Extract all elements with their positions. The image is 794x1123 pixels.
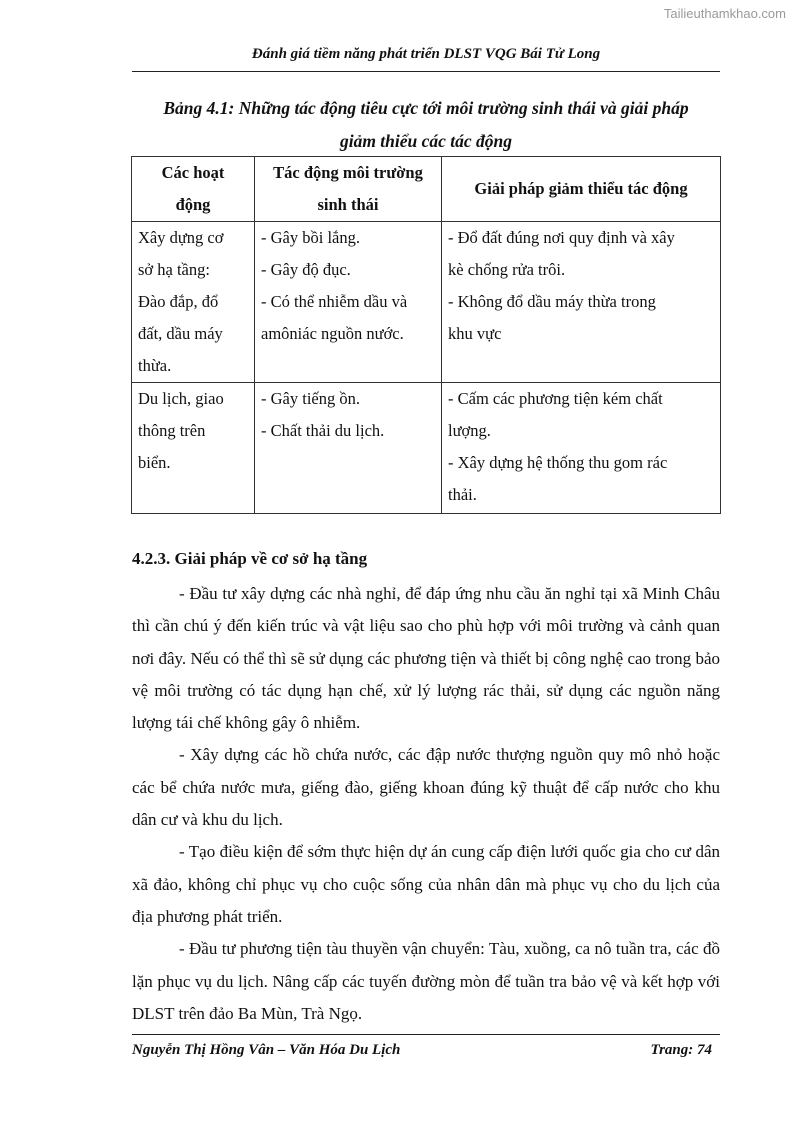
cell-line: Xây dựng cơ (138, 228, 224, 247)
cell-line: - Đổ đất đúng nơi quy định và xây (448, 228, 675, 247)
cell-line: thải. (448, 485, 477, 504)
cell-line: - Gây độ đục. (261, 260, 351, 279)
cell-line: - Cấm các phương tiện kém chất (448, 389, 663, 408)
section-body (132, 578, 720, 1030)
table-row (132, 383, 721, 514)
cell-line: Du lịch, giao (138, 389, 224, 408)
footer-page-number: Trang: 74 (650, 1042, 712, 1058)
table-row (132, 222, 721, 383)
cell-line: lượng. (448, 421, 491, 440)
solution-cell (442, 222, 721, 383)
page-header-title: Đánh giá tiềm năng phát triển DLST VQG Bái Tử Long (251, 46, 601, 62)
table-caption-line-1: Bảng 4.1: Những tác động tiêu cực tới môi trường sinh thái và giải pháp (163, 98, 689, 118)
cell-line: Đào đắp, đổ (138, 292, 219, 311)
cell-line: thông trên (138, 421, 206, 440)
cell-line: kè chống rửa trôi. (448, 260, 566, 279)
cell-line: - Gây tiếng ồn. (261, 389, 360, 408)
impact-table (131, 156, 721, 514)
cell-line: - Không đổ dầu máy thừa trong (448, 292, 656, 311)
header-activities-line-1: Các hoạt (161, 163, 225, 182)
table-caption (132, 92, 720, 158)
header-solutions: Giải pháp giảm thiểu tác động (442, 157, 721, 222)
header-divider (132, 71, 720, 72)
cell-line: - Có thể nhiễm dầu và (261, 292, 408, 311)
paragraph: - Đầu tư phương tiện tàu thuyền vận chuyển: Tàu, xuồng, ca nô tuần tra, các đồ lặn phục vụ du lịch. Nâng cấp các tuyến đường mòn để tuần tra bảo vệ và kết hợp với DLST trên đảo Ba Mùn, Trà Ngọ. (132, 939, 720, 1023)
cell-line: - Gây bồi lắng. (261, 228, 360, 247)
cell-line: đất, dầu máy (138, 324, 223, 343)
cell-line: - Chất thải du lịch. (261, 421, 385, 440)
table-caption-line-2: giảm thiểu các tác động (339, 131, 513, 151)
cell-line: khu vực (448, 324, 502, 343)
header-impacts (255, 157, 442, 222)
cell-line: amôniác nguồn nước. (261, 324, 404, 343)
activity-cell (132, 222, 255, 383)
table-header-row (132, 157, 721, 222)
header-activities-line-2: động (175, 195, 211, 214)
header-activities (132, 157, 255, 222)
cell-line: biển. (138, 453, 171, 472)
cell-line: - Xây dựng hệ thống thu gom rác (448, 453, 668, 472)
paragraph: - Xây dựng các hồ chứa nước, các đập nước thượng nguồn quy mô nhỏ hoặc các bể chứa nước mưa, giếng đào, giếng khoan đúng kỹ thuật để cấp nước cho khu dân cư và khu du lịch. (132, 745, 720, 830)
footer-author: Nguyễn Thị Hồng Vân – Văn Hóa Du Lịch (132, 1042, 401, 1058)
header-impacts-line-1: Tác động môi trường (273, 163, 423, 182)
impact-cell (255, 222, 442, 383)
footer-divider (132, 1034, 720, 1035)
cell-line: sở hạ tầng: (138, 260, 210, 279)
header-impacts-line-2: sinh thái (317, 195, 379, 214)
section-heading: 4.2.3. Giải pháp về cơ sở hạ tầng (132, 549, 368, 568)
impact-cell (255, 383, 442, 514)
paragraph: - Đầu tư xây dựng các nhà nghỉ, để đáp ứng nhu cầu ăn nghỉ tại xã Minh Châu thì cần chú ý đến kiến trúc và vật liệu sao cho phù hợp với môi trường và cảnh quan nơi đây. Nếu có thể thì sẽ sử dụng các phương tiện và thiết bị công nghệ cao trong bảo vệ môi trường có tác dụng hạn chế, xử lý lượng rác thải, sử dụng các nguồn năng lượng tái chế không gây ô nhiễm. (132, 584, 720, 733)
watermark: Tailieuthamkhao.com (663, 6, 786, 21)
cell-line: thừa. (138, 356, 172, 375)
solution-cell (442, 383, 721, 514)
paragraph: - Tạo điều kiện để sớm thực hiện dự án cung cấp điện lưới quốc gia cho cư dân xã đảo, không chỉ phục vụ cho cuộc sống của nhân dân mà phục vụ cho du lịch của địa phương phát triển. (132, 842, 720, 926)
activity-cell (132, 383, 255, 514)
